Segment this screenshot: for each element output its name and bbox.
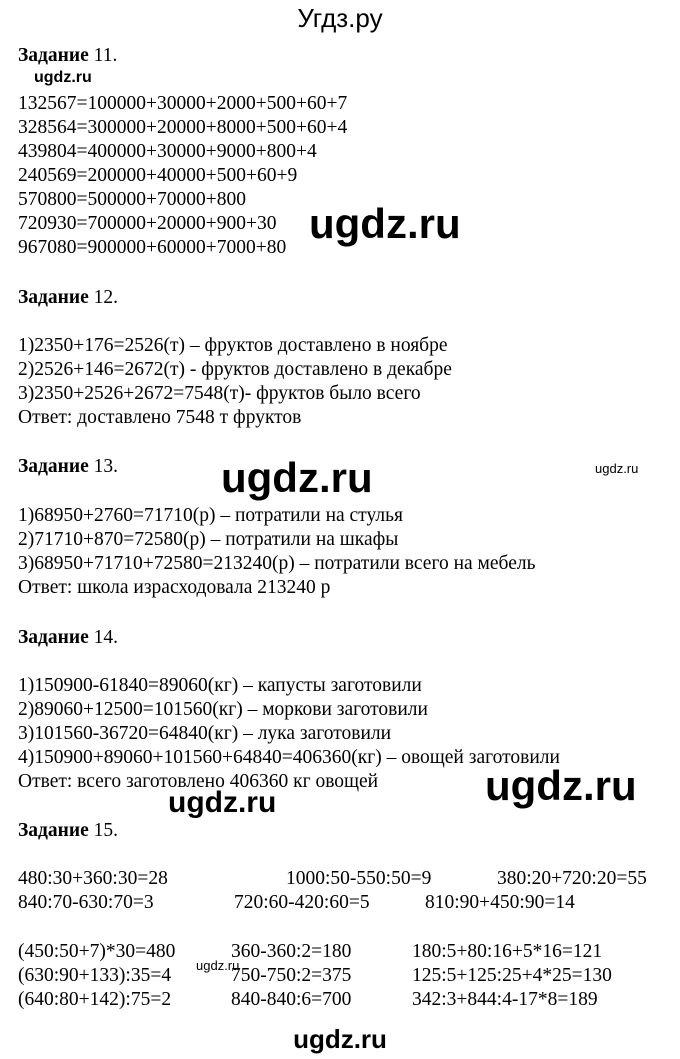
expression: 720:60-420:60=5 (234, 892, 370, 913)
task-11-line: 570800=500000+70000+800 (18, 189, 246, 210)
task-12-line: 3)2350+2526+2672=7548(т)- фруктов было всего (18, 383, 421, 404)
task-11-line: 132567=100000+30000+2000+500+60+7 (18, 93, 348, 114)
expression: (630:90+133):35=4 (18, 965, 172, 986)
expression: 342:3+844:4-17*8=189 (412, 989, 598, 1010)
expression: 750-750:2=375 (231, 965, 352, 986)
task-12-line: 1)2350+176=2526(т) – фруктов доставлено в ноябре (18, 335, 448, 356)
task-label: Задание (18, 627, 89, 648)
task-11-line: 720930=700000+20000+900+30 (18, 213, 277, 234)
task-12-heading (18, 286, 118, 311)
task-number: 12. (88, 287, 119, 308)
expression: (450:50+7)*30=480 (18, 941, 176, 962)
watermark-large: ugdz.ru (309, 200, 461, 247)
watermark-footer: ugdz.ru (293, 1024, 387, 1054)
task-14-answer: Ответ: всего заготовлено 406360 кг овощей (18, 771, 379, 792)
task-14-line: 3)101560-36720=64840(кг) – лука заготовили (18, 723, 392, 744)
task-number: 14. (88, 627, 119, 648)
watermark-small: ugdz.ru (34, 69, 92, 86)
task-14-heading (18, 626, 118, 651)
task-13-heading (18, 455, 118, 480)
task-13-answer: Ответ: школа израсходовала 213240 р (18, 577, 331, 598)
task-label: Задание (18, 45, 89, 66)
expression: 1000:50-550:50=9 (286, 868, 432, 889)
task-14-line: 2)89060+12500=101560(кг) – моркови заготовили (18, 699, 428, 720)
expression: 480:30+360:30=28 (18, 868, 168, 889)
task-number: 11. (88, 45, 118, 66)
watermark-medium: ugdz.ru (168, 786, 277, 819)
task-11-line: 439804=400000+30000+9000+800+4 (18, 141, 317, 162)
expression: 840:70-630:70=3 (18, 892, 154, 913)
expression: 125:5+125:25+4*25=130 (412, 965, 612, 986)
site-header: Угдз.ру (297, 3, 383, 33)
task-13-line: 1)68950+2760=71710(р) – потратили на стулья (18, 505, 403, 526)
task-12-answer: Ответ: доставлено 7548 т фруктов (18, 407, 302, 428)
watermark-tiny: ugdz.ru (196, 958, 240, 973)
expression: 180:5+80:16+5*16=121 (412, 941, 603, 962)
task-12-line: 2)2526+146=2672(т) - фруктов доставлено в декабре (18, 359, 452, 380)
task-11-line: 967080=900000+60000+7000+80 (18, 237, 287, 258)
task-13-line: 3)68950+71710+72580=213240(р) – потратили всего на мебель (18, 553, 536, 574)
expression: 380:20+720:20=55 (497, 868, 647, 889)
task-label: Задание (18, 820, 89, 841)
task-14-line: 4)150900+89060+101560+64840=406360(кг) – овощей заготовили (18, 747, 560, 768)
task-label: Задание (18, 287, 89, 308)
task-11-line: 328564=300000+20000+8000+500+60+4 (18, 117, 348, 138)
watermark-large: ugdz.ru (485, 762, 637, 809)
expression: 810:90+450:90=14 (425, 892, 575, 913)
task-label: Задание (18, 456, 89, 477)
task-13-line: 2)71710+870=72580(р) – потратили на шкафы (18, 529, 399, 550)
expression: (640:80+142):75=2 (18, 989, 172, 1010)
task-11-line: 240569=200000+40000+500+60+9 (18, 165, 298, 186)
watermark-large: ugdz.ru (221, 454, 373, 501)
expression: 840-840:6=700 (231, 989, 352, 1010)
task-14-line: 1)150900-61840=89060(кг) – капусты заготовили (18, 675, 422, 696)
task-11-heading (18, 44, 117, 69)
watermark-tiny: ugdz.ru (595, 461, 639, 476)
task-number: 15. (88, 820, 119, 841)
task-15-heading (18, 819, 118, 844)
expression: 360-360:2=180 (231, 941, 352, 962)
task-number: 13. (88, 456, 119, 477)
